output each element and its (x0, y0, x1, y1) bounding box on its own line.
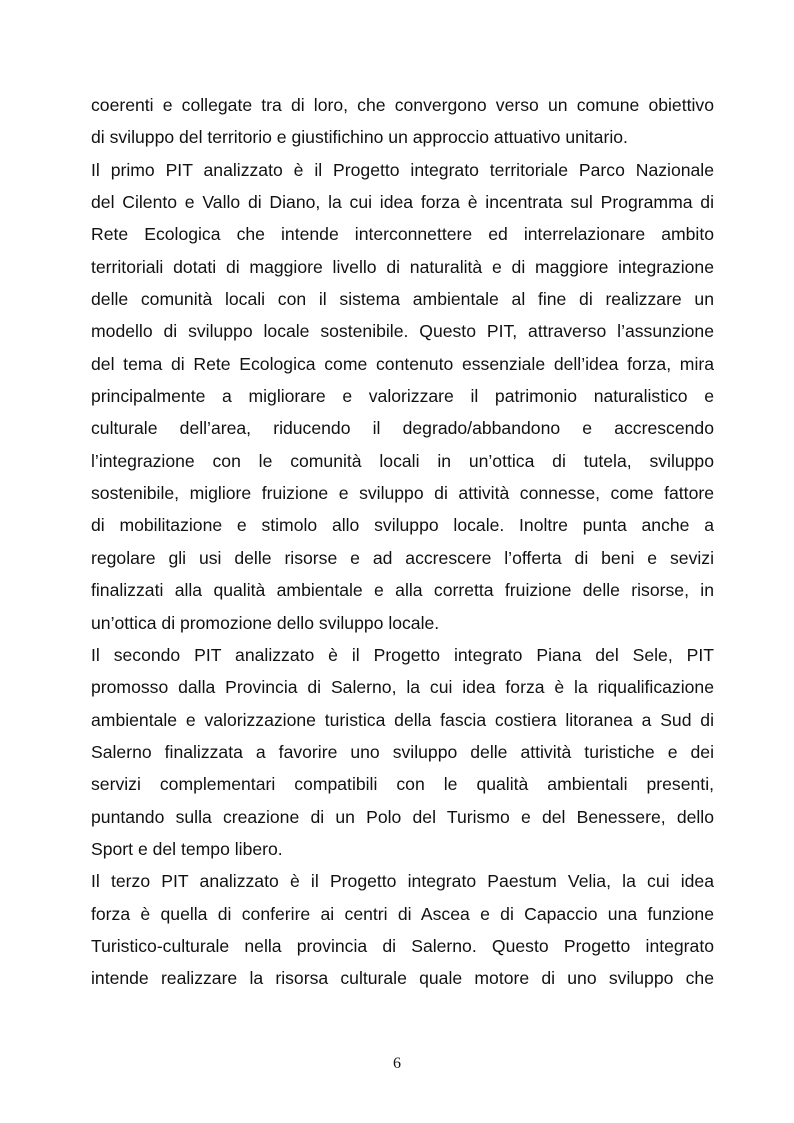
text-line: Il primo PIT analizzato è il Progetto integrato territoriale Parco Nazionale (91, 159, 714, 180)
text-line: forza è quella di conferire ai centri di Ascea e di Capaccio una funzione (91, 903, 714, 924)
text-line: promosso dalla Provincia di Salerno, la cui idea forza è la riqualificazione (91, 677, 714, 698)
text-line: coerenti e collegate tra di loro, che convergono verso un comune obiettivo (91, 95, 714, 115)
text-line: Salerno finalizzata a favorire uno sviluppo delle attività turistiche e dei (91, 741, 714, 762)
text-line: finalizzati alla qualità ambientale e alla corretta fruizione delle risorse, in (91, 580, 714, 601)
text-line: Sport e del tempo libero. (91, 838, 283, 859)
text-line: di mobilitazione e stimolo allo sviluppo locale. Inoltre punta anche a (91, 515, 714, 536)
text-line: Il secondo PIT analizzato è il Progetto integrato Piana del Sele, PIT (91, 644, 714, 665)
text-line: ambientale e valorizzazione turistica della fascia costiera litoranea a Sud di (91, 709, 714, 730)
text-line: del Cilento e Vallo di Diano, la cui idea forza è incentrata sul Programma di (91, 192, 714, 213)
body-text (91, 89, 714, 995)
text-line: Rete Ecologica che intende interconnettere ed interrelazionare ambito (91, 224, 714, 245)
text-line: puntando sulla creazione di un Polo del Turismo e del Benessere, dello (91, 806, 714, 827)
page-number: 6 (393, 1055, 401, 1072)
text-line: principalmente a migliorare e valorizzare il patrimonio naturalistico e (91, 386, 714, 407)
text-line: Turistico-culturale nella provincia di Salerno. Questo Progetto integrato (91, 935, 714, 956)
text-line: regolare gli usi delle risorse e ad accrescere l’offerta di beni e sevizi (91, 547, 714, 568)
text-line: sostenibile, migliore fruizione e sviluppo di attività connesse, come fattore (91, 483, 714, 504)
text-line: intende realizzare la risorsa culturale quale motore di uno sviluppo che (91, 968, 714, 989)
text-line: territoriali dotati di maggiore livello di naturalità e di maggiore integrazione (91, 256, 714, 277)
text-line: di sviluppo del territorio e giustifichino un approccio attuativo unitario. (91, 127, 628, 148)
text-line: servizi complementari compatibili con le qualità ambientali presenti, (91, 774, 714, 795)
text-line: un’ottica di promozione dello sviluppo locale. (91, 612, 440, 633)
text-line: Il terzo PIT analizzato è il Progetto integrato Paestum Velia, la cui idea (91, 871, 714, 892)
text-line: del tema di Rete Ecologica come contenuto essenziale dell’idea forza, mira (91, 353, 714, 374)
text-line: l’integrazione con le comunità locali in un’ottica di tutela, sviluppo (91, 450, 714, 471)
text-line: culturale dell’area, riducendo il degrado/abbandono e accrescendo (91, 418, 714, 439)
text-line: modello di sviluppo locale sostenibile. Questo PIT, attraverso l’assunzione (91, 321, 714, 342)
text-line: delle comunità locali con il sistema ambientale al fine di realizzare un (91, 289, 714, 310)
